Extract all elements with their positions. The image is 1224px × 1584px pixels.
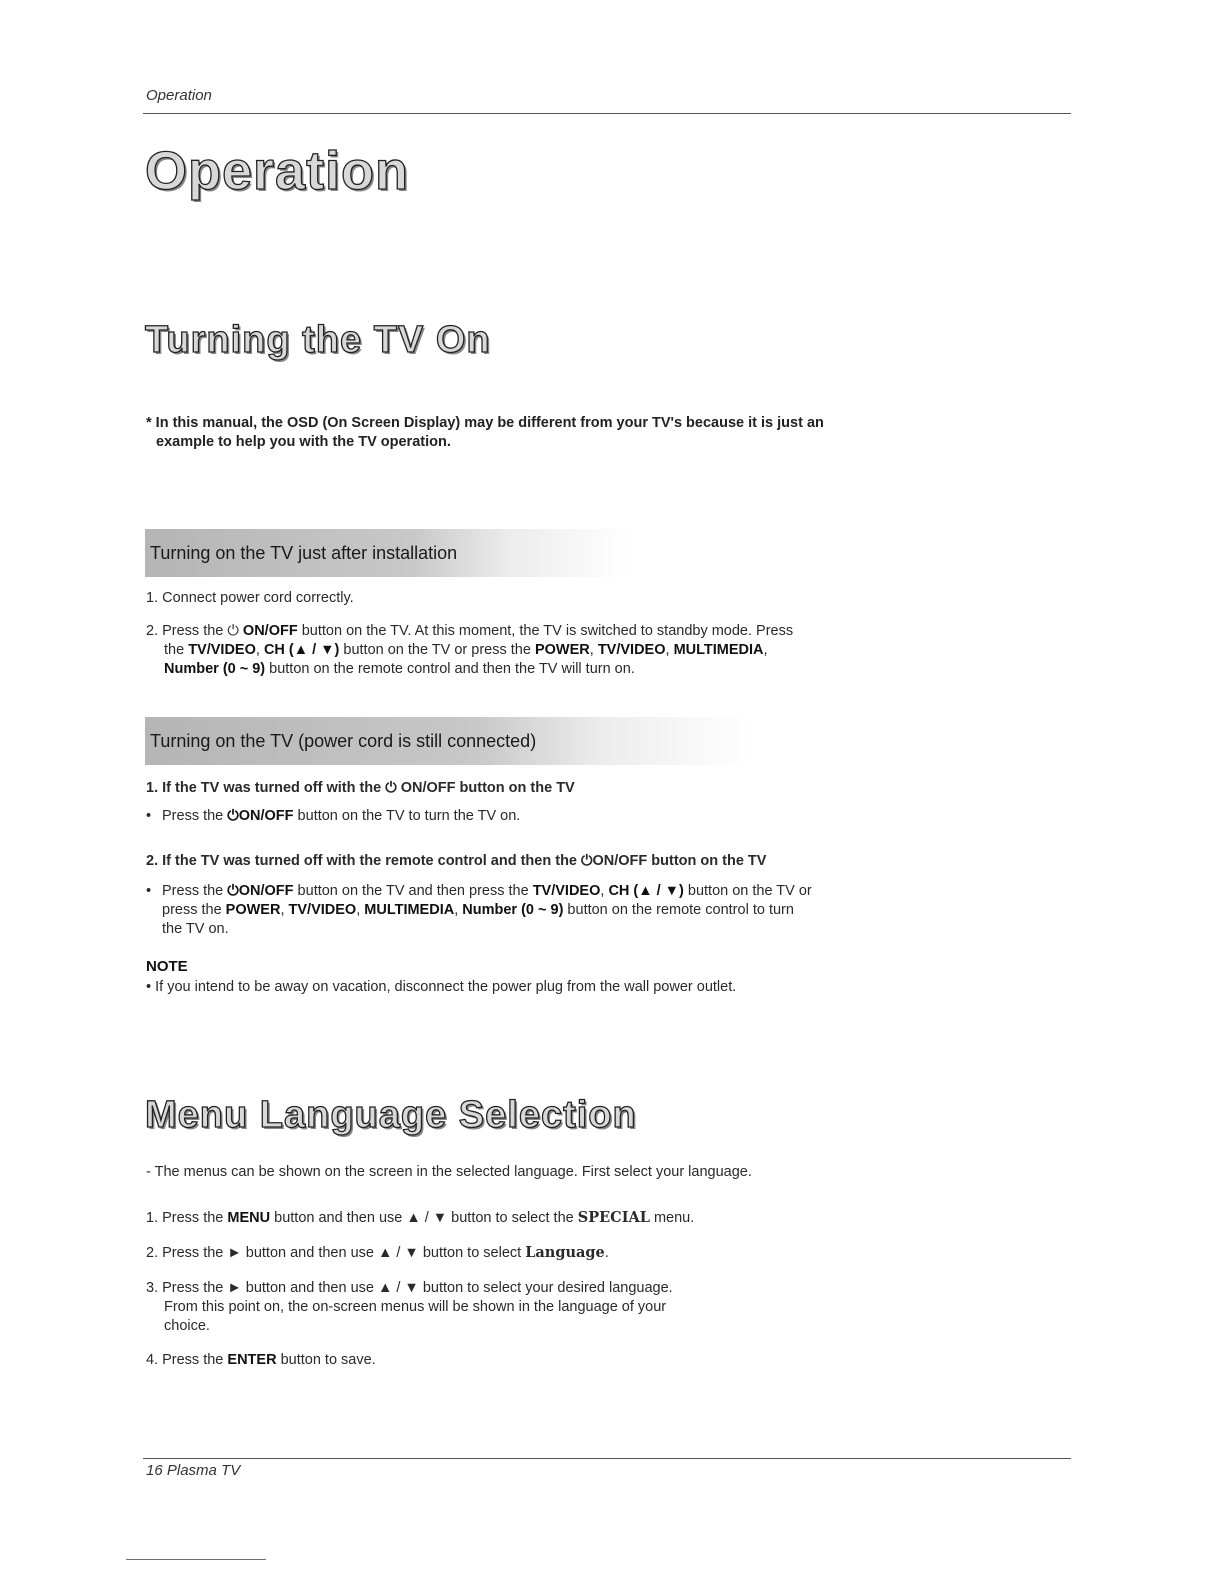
power-label: POWER [534, 642, 590, 658]
step2-text1: button on the TV. At this moment, the TV is switched to standby mode. Press [297, 623, 794, 639]
step2-text2: button on the TV or press the [339, 642, 535, 658]
m1-mid: button and then use ▲ / ▼ button to select the [270, 1210, 578, 1226]
tvvideo-label: TV/VIDEO [532, 883, 601, 899]
case1-pre: Press the [162, 808, 228, 824]
section-title-turning-on: Turning the TV On [145, 319, 491, 361]
step2-comma3: , [665, 642, 674, 658]
m1-pre: 1. Press the [146, 1210, 228, 1226]
step2-pre: 2. Press the [146, 623, 228, 639]
m2-post: . [604, 1245, 609, 1261]
subheading-power-connected: Turning on the TV (power cord is still connected) [145, 717, 750, 765]
menu-step-1 [146, 1208, 906, 1228]
note-heading: NOTE [146, 958, 188, 975]
menu-step-2 [146, 1243, 906, 1263]
case2-comma4: , [454, 902, 463, 918]
step-press-onoff [146, 622, 906, 679]
onoff-label: ON/OFF [238, 623, 298, 639]
case1-heading: 1. If the TV was turned off with the ⏻ ON/OFF button on the TV [146, 780, 575, 796]
step2-comma1: , [255, 642, 264, 658]
multimedia-label: MULTIMEDIA [364, 902, 455, 918]
onoff-label: ⏻ON/OFF [227, 883, 294, 899]
intro-note-line2: example to help you with the TV operation. [156, 434, 451, 450]
case2-l2-pre: press the [162, 902, 226, 918]
running-head: Operation [146, 87, 212, 104]
step2-l2-pre: the [164, 642, 189, 658]
case2-heading: 2. If the TV was turned off with the remote control and then the ⏻ON/OFF button on the TV [146, 853, 767, 869]
step2-comma2: , [589, 642, 598, 658]
case2-comma2: , [280, 902, 289, 918]
number-label: Number (0 ~ 9) [164, 661, 266, 677]
step-connect-power: 1. Connect power cord correctly. [146, 590, 354, 606]
m3-line2: From this point on, the on-screen menus will be shown in the language of your [164, 1299, 667, 1315]
m3-line3: choice. [164, 1318, 210, 1334]
ch-label: CH (▲ / ▼) [263, 642, 340, 658]
case1-post: button on the TV to turn the TV on. [293, 808, 521, 824]
language-label: Language [525, 1244, 605, 1261]
m4-post: button to save. [276, 1352, 376, 1368]
intro-note-line1: * In this manual, the OSD (On Screen Display) may be different from your TV's because it is just an [146, 415, 824, 431]
case2-text3: button on the remote control to turn [563, 902, 794, 918]
footer-rule [143, 1458, 1071, 1459]
case2-line3: the TV on. [162, 921, 229, 937]
power-label: POWER [225, 902, 281, 918]
menu-step-3 [146, 1279, 906, 1336]
page-title: Operation [145, 141, 410, 201]
menu-label: MENU [227, 1210, 271, 1226]
case2-bullet [146, 882, 922, 939]
step2-text3: button on the remote control and then the TV will turn on. [265, 661, 635, 677]
bullet-icon: • [146, 883, 152, 899]
ch-label: CH (▲ / ▼) [608, 883, 684, 899]
case2-pre: Press the [162, 883, 228, 899]
tvvideo-label-2: TV/VIDEO [597, 642, 666, 658]
bullet-icon: • [146, 808, 152, 824]
note-text: • If you intend to be away on vacation, disconnect the power plug from the wall power outlet. [146, 979, 737, 995]
tvvideo-label: TV/VIDEO [188, 642, 256, 658]
case2-comma3: , [356, 902, 365, 918]
section-title-menu-language: Menu Language Selection [145, 1094, 637, 1136]
case2-text1: button on the TV and then press the [293, 883, 533, 899]
case2-comma1: , [600, 883, 609, 899]
m2-pre: 2. Press the ► button and then use ▲ / ▼ button to select [146, 1245, 526, 1261]
intro-note [146, 414, 906, 452]
m4-pre: 4. Press the [146, 1352, 228, 1368]
tvvideo-label-2: TV/VIDEO [288, 902, 357, 918]
multimedia-label: MULTIMEDIA [673, 642, 764, 658]
step2-line3 [146, 660, 906, 679]
power-icon: ⏻ [227, 623, 239, 639]
footer-link-line [126, 1559, 266, 1560]
page-footer: 16 Plasma TV [146, 1462, 241, 1479]
enter-label: ENTER [227, 1352, 277, 1368]
subheading-after-installation: Turning on the TV just after installation [145, 529, 630, 577]
case2-text2: button on the TV or [683, 883, 812, 899]
step2-line2 [146, 641, 906, 660]
menu-language-intro: - The menus can be shown on the screen in the selected language. First select your language. [146, 1164, 752, 1180]
number-label: Number (0 ~ 9) [462, 902, 564, 918]
m3-line1: 3. Press the ► button and then use ▲ / ▼ button to select your desired language. [146, 1280, 673, 1296]
header-rule [143, 113, 1071, 114]
step2-comma4: , [763, 642, 768, 658]
special-label: SPECIAL [577, 1209, 650, 1226]
case1-bullet [146, 807, 922, 826]
menu-step-4 [146, 1351, 906, 1370]
m1-post: menu. [649, 1210, 695, 1226]
onoff-label: ⏻ON/OFF [227, 808, 294, 824]
